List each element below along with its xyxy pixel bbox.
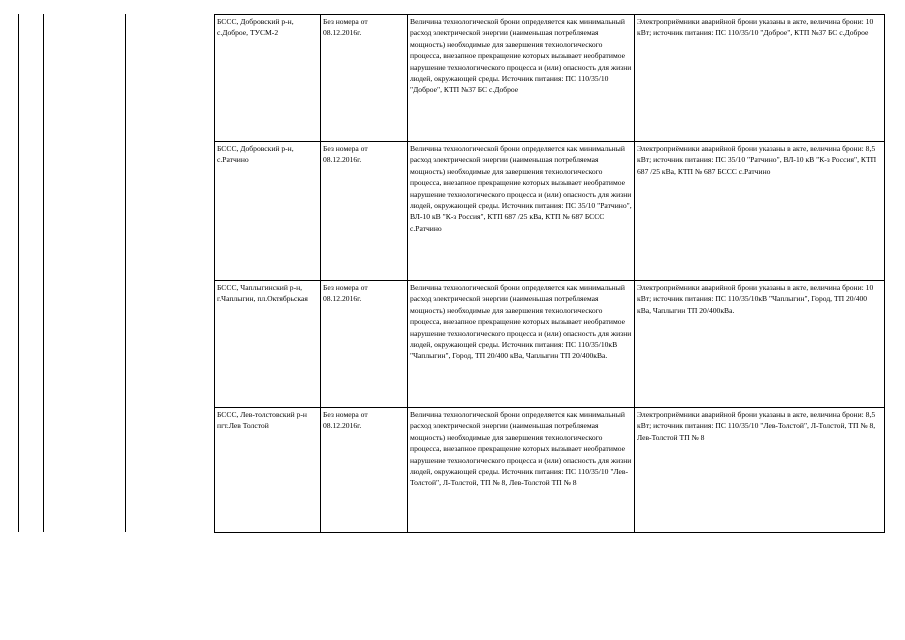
object-cell: БССС, Чаплыгинский р-н, г.Чаплыгин, пл.Октябрьская: [215, 281, 321, 408]
note-cell: Электроприёмники аварийной брони указаны в акте, величина брони: 8,5 кВт; источник питания: ПС 35/10 "Ратчино", ВЛ-10 кВ "К-з Россия", КТП 687 /25 кВа, КТП № 687 БССС с.Ратчино: [635, 142, 885, 281]
description-cell: Величина технологической брони определяется как минимальный расход электрической энергии (наименьшая потребляемая мощность) необходимые для завершения технологического процесса, внезапное прекращение которых вызывает необратимое нарушение технологического процесса и (или) опасность для жизни людей, окружающей среды. Источник питания: ПС 110/35/10 "Доброе", КТП №37 БС с.Доброе: [408, 15, 635, 142]
act-cell: Без номера от 08.12.2016г.: [321, 281, 408, 408]
reserve-table: [214, 14, 885, 533]
object-cell: БССС, Лев-толстовский р-н пгт.Лев Толстой: [215, 408, 321, 533]
object-cell: БССС, Добровский р-н, с.Доброе, ТУСМ-2: [215, 15, 321, 142]
description-cell: Величина технологической брони определяется как минимальный расход электрической энергии (наименьшая потребляемая мощность) необходимые для завершения технологического процесса, внезапное прекращение которых вызывает необратимое нарушение технологического процесса и (или) опасность для жизни людей, окружающей среды. Источник питания: ПС 110/35/10 "Лев-Толстой", Л-Толстой, ТП № 8, Лев-Толстой ТП № 8: [408, 408, 635, 533]
note-cell: Электроприёмники аварийной брони указаны в акте, величина брони: 8,5 кВт; источник питания: ПС 110/35/10 "Лев-Толстой", Л-Толстой, ТП № 8, Лев-Толстой ТП № 8: [635, 408, 885, 533]
act-cell: Без номера от 08.12.2016г.: [321, 15, 408, 142]
left-rule-3: [125, 14, 126, 532]
left-rule-2: [43, 14, 44, 532]
description-cell: Величина технологической брони определяется как минимальный расход электрической энергии (наименьшая потребляемая мощность) необходимые для завершения технологического процесса, внезапное прекращение которых вызывает необратимое нарушение технологического процесса и (или) опасность для жизни людей, окружающей среды. Источник питания: ПС 35/10 "Ратчино", ВЛ-10 кВ "К-з Россия", КТП 687 /25 кВа, КТП № 687 БССС с.Ратчино: [408, 142, 635, 281]
act-cell: Без номера от 08.12.2016г.: [321, 408, 408, 533]
left-rule-1: [18, 14, 19, 532]
object-cell: БССС, Добровский р-н, с.Ратчино: [215, 142, 321, 281]
table-row: [215, 408, 885, 533]
act-cell: Без номера от 08.12.2016г.: [321, 142, 408, 281]
note-cell: Электроприёмники аварийной брони указаны в акте, величина брони: 10 кВт; источник питания: ПС 110/35/10 "Доброе", КТП №37 БС с.Доброе: [635, 15, 885, 142]
table-row: [215, 142, 885, 281]
table-row: [215, 15, 885, 142]
table-row: [215, 281, 885, 408]
description-cell: Величина технологической брони определяется как минимальный расход электрической энергии (наименьшая потребляемая мощность) необходимые для завершения технологического процесса, внезапное прекращение которых вызывает необратимое нарушение технологического процесса и (или) опасность для жизни людей, окружающей среды. Источник питания: ПС 110/35/10кВ "Чаплыгин", Город, ТП 20/400 кВа, Чаплыгин ТП 20/400кВа.: [408, 281, 635, 408]
note-cell: Электроприёмники аварийной брони указаны в акте, величина брони: 10 кВт; источник питания: ПС 110/35/10кВ "Чаплыгин", Город, ТП 20/400 кВа, Чаплыгин ТП 20/400кВа.: [635, 281, 885, 408]
